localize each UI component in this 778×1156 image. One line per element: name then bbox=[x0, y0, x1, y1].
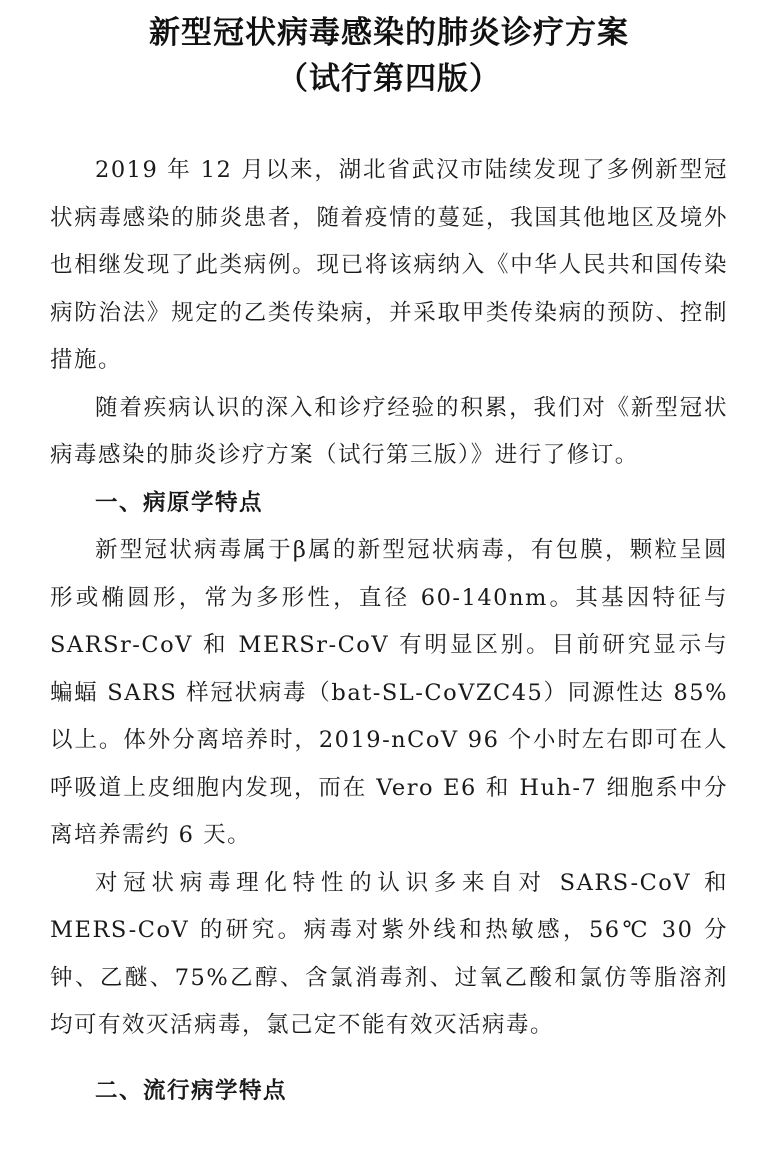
document-body bbox=[50, 147, 728, 1115]
title-line-2: （试行第四版） bbox=[277, 61, 501, 97]
section-heading-etiology: 一、病原学特点 bbox=[95, 489, 264, 516]
section-heading-epidemiology: 二、流行病学特点 bbox=[95, 1077, 288, 1104]
intro-paragraph-1: 2019 年 12 月以来，湖北省武汉市陆续发现了多例新型冠状病毒感染的肺炎患者，随着疫情的蔓延，我国其他地区及境外也相继发现了此类病例。现已将该病纳入《中华人民共和国传染病防治法》规定的乙类传染病，并采取甲类传染病的预防、控制措施。 bbox=[50, 157, 728, 373]
title-line-1: 新型冠状病毒感染的肺炎诊疗方案 bbox=[149, 15, 629, 51]
etiology-paragraph-2: 对冠状病毒理化特性的认识多来自对 SARS-CoV 和MERS-CoV 的研究。病毒对紫外线和热敏感，56℃ 30 分钟、乙醚、75%乙醇、含氯消毒剂、过氧乙酸和氯仿等脂溶剂均可有效灭活病毒，氯己定不能有效灭活病毒。 bbox=[50, 869, 728, 1038]
document-title bbox=[50, 10, 728, 102]
intro-paragraph-2: 随着疾病认识的深入和诊疗经验的积累，我们对《新型冠状病毒感染的肺炎诊疗方案（试行第三版）》进行了修订。 bbox=[50, 394, 728, 468]
etiology-paragraph-1: 新型冠状病毒属于β属的新型冠状病毒，有包膜，颗粒呈圆形或椭圆形，常为多形性，直径 60-140nm。其基因特征与 SARSr-CoV 和 MERSr-CoV 有明显区别。目前研究显示与蝙蝠 SARS 样冠状病毒（bat-SL-CoVZC45）同源性达 85%以上。体外分离培养时，2019-nCoV 96 个小时左右即可在人呼吸道上皮细胞内发现，而在 Vero E6 和 Huh-7 细胞系中分离培养需约 6 天。 bbox=[50, 537, 728, 848]
